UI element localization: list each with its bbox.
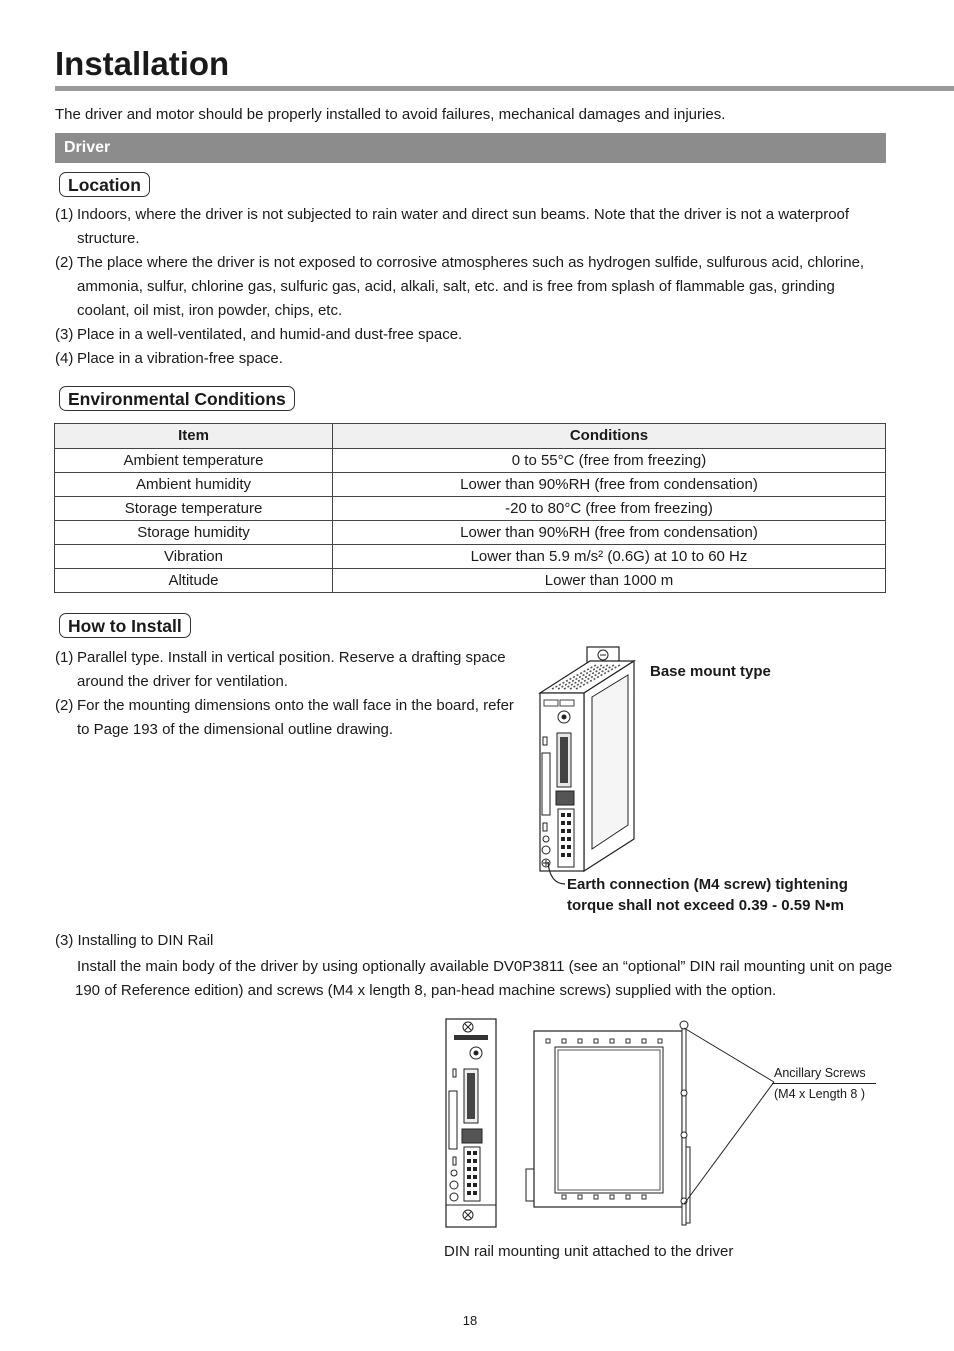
din-front-view-drawing xyxy=(444,1017,500,1231)
table-row xyxy=(55,473,886,497)
list-item: (3) Place in a well-ventilated, and humid-and dust-free space. xyxy=(55,326,463,343)
table-row xyxy=(55,497,886,521)
list-item: (4) Place in a vibration-free space. xyxy=(55,350,283,367)
list-item: (1) Indoors, where the driver is not subjected to rain water and direct sun beams. Note that the driver is not a waterproof structure. xyxy=(55,206,850,247)
section-header-driver: Driver xyxy=(55,133,886,163)
table-row xyxy=(55,569,886,593)
din-rail-title: (3) Installing to DIN Rail xyxy=(55,932,214,949)
list-item: (2) For the mounting dimensions onto the wall face in the board, refer to Page 193 of the dimensional outline drawing. xyxy=(55,697,514,738)
din-rail-text: Install the main body of the driver by using optionally available DV0P3811 (see an “optional” DIN rail mounting unit on page 190 of Reference edition) and screws (M4 x length 8, pan-head machine screws) supplied with the option. xyxy=(75,958,893,999)
table-cell: Lower than 90%RH (free from condensation) xyxy=(333,473,886,497)
page-title: Installation xyxy=(55,45,230,82)
base-mount-driver-drawing xyxy=(530,645,640,875)
column-header: Item xyxy=(55,424,333,449)
page-number: 18 xyxy=(462,1313,478,1328)
table-cell: Lower than 90%RH (free from condensation) xyxy=(333,521,886,545)
table-row xyxy=(55,521,886,545)
table-cell: -20 to 80°C (free from freezing) xyxy=(333,497,886,521)
title-rule xyxy=(55,86,954,91)
table-cell: Lower than 1000 m xyxy=(333,569,886,593)
table-row xyxy=(55,545,886,569)
table-cell: Ambient temperature xyxy=(55,449,333,473)
table-header-row xyxy=(55,424,886,449)
location-list xyxy=(55,203,875,371)
column-header: Conditions xyxy=(333,424,886,449)
screws-label-line1: Ancillary Screws xyxy=(774,1066,866,1080)
table-cell: Storage temperature xyxy=(55,497,333,521)
environment-table xyxy=(54,423,886,593)
table-cell: Storage humidity xyxy=(55,521,333,545)
environment-heading: Environmental Conditions xyxy=(59,386,295,411)
screws-label-line2: (M4 x Length 8 ) xyxy=(774,1087,866,1101)
list-item: (2) The place where the driver is not exposed to corrosive atmospheres such as hydrogen sulfide, sulfurous acid, chlorine, ammonia, sulfur, chlorine gas, sulfuric gas, acid, alkali, salt, etc. and is free from splash of flammable gas, grinding coolant, oil mist, iron powder, chips, etc. xyxy=(55,254,865,319)
table-row xyxy=(55,449,886,473)
screws-label-rule xyxy=(772,1083,876,1084)
earth-note-line2: torque shall not exceed 0.39 - 0.59 N•m xyxy=(567,897,845,914)
din-side-view-drawing xyxy=(522,1017,692,1231)
list-item: (1) Parallel type. Install in vertical position. Reserve a drafting space around the driver for ventilation. xyxy=(55,649,506,690)
table-cell: Ambient humidity xyxy=(55,473,333,497)
din-rail-caption: DIN rail mounting unit attached to the driver xyxy=(444,1243,734,1260)
install-heading: How to Install xyxy=(59,613,191,638)
base-mount-label: Base mount type xyxy=(650,663,771,680)
location-heading: Location xyxy=(59,172,150,197)
table-cell: Vibration xyxy=(55,545,333,569)
table-cell: Lower than 5.9 m/s² (0.6G) at 10 to 60 Hz xyxy=(333,545,886,569)
screw-callout-lines xyxy=(680,1020,780,1210)
install-list xyxy=(55,646,515,742)
earth-note-line1: Earth connection (M4 screw) tightening xyxy=(567,876,848,893)
table-cell: Altitude xyxy=(55,569,333,593)
intro-text: The driver and motor should be properly installed to avoid failures, mechanical damages and injuries. xyxy=(55,106,726,123)
table-cell: 0 to 55°C (free from freezing) xyxy=(333,449,886,473)
